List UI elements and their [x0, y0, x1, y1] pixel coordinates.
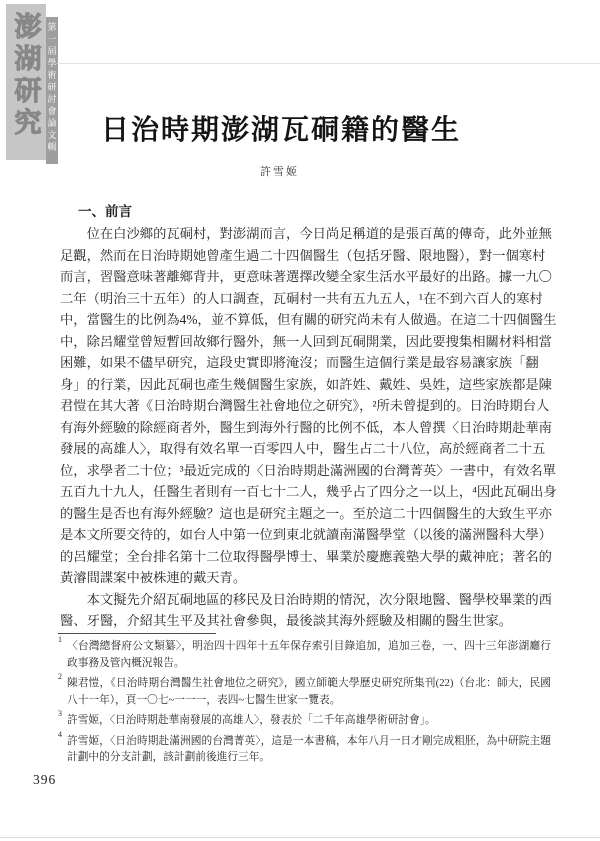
footnote-number: 1: [58, 635, 62, 644]
footnote-item: [58, 709, 551, 729]
body-text-line: 困難，如果不儘早研究，這段史實即將淹沒；而醫生這個行業是最容易讓家族「翻: [60, 355, 539, 370]
footnote-text: 〈台灣總督府公文類纂〉，明治四十四年十五年保存索引目錄追加，追加三卷，一、四十三年澎湖廳行政事務及管內概況報告。: [67, 640, 551, 669]
body-text-line: 五百九十九人，任醫生者則有一百七十二人，幾乎占了四分之一以上，⁴因此瓦硐出身: [60, 484, 557, 499]
article-author: 許雪姬: [260, 166, 299, 178]
footnote-item: [58, 672, 551, 708]
footnote-text: 許雪姬，〈日治時期赴滿洲國的台灣菁英〉，這是一本書稿，本年八月一日才剛完成粗胚，為中研院主題計劃中的分支計劃，該計劃前後進行三年。: [67, 734, 551, 763]
page-bottom-edge: [0, 837, 600, 838]
footnote-number: 2: [58, 672, 62, 681]
body-text-line: 是本文所要交待的，如台人中第一位到東北就讀南滿醫學堂（以後的滿洲醫科大學）: [60, 527, 552, 542]
body-text-line: 君愷在其大著《日治時期台灣醫生社會地位之研究》，²所未曾提到的。日治時期台人: [60, 398, 550, 413]
body-text-line: 黃濬間諜案中被株連的戴天青。: [60, 570, 247, 585]
body-text-line: 位在白沙鄉的瓦硐村，對澎湖而言，今日尚足稱道的是張百萬的傳奇，此外並無: [60, 226, 552, 241]
volume-title: 第一屆學術研討會論文輯: [46, 22, 57, 154]
body-text-line: 足觀，然而在日治時期她曾產生過二十四個醫生（包括牙醫、限地醫），對一個寒村: [60, 247, 546, 263]
body-text-line: 身」的行業，因此瓦硐也產生幾個醫生家族，如許姓、戴姓、吳姓，這些家族都是陳: [60, 376, 552, 392]
body-text-line: 本文擬先介紹瓦硐地區的移民及日治時期的情況，次分限地醫、醫學校畢業的西: [60, 591, 552, 607]
page-number: 396: [33, 772, 57, 787]
body-text-line: 的呂耀堂；全台排名第十二位取得醫學博士、畢業於慶應義塾大學的戴神庇；著名的: [60, 548, 552, 564]
body-text-line: 醫、牙醫，介紹其生平及其社會參與，最後談其海外經驗及相關的醫生世家。: [60, 613, 513, 628]
body-text-line: 二年（明治三十五年）的人口調查，瓦硐村一共有五九五人，¹在不到六百人的寒村: [60, 290, 543, 306]
article-title: 日治時期澎湖瓦硐籍的醫生: [101, 114, 462, 145]
header-rule: [57, 63, 600, 64]
footnote-text: 許雪姬，〈日治時期赴華南發展的高雄人〉，發表於「二千年高雄學術研討會」。: [67, 714, 436, 726]
body-text-line: 而言，習醫意味著離鄉背井，更意味著選擇改變全家生活水平最好的出路。據一九〇: [60, 269, 552, 284]
footnote-number: 3: [58, 709, 62, 718]
footnote-item: [58, 729, 551, 766]
series-title: 澎湖研究: [10, 12, 41, 140]
series-title-box: [6, 4, 46, 160]
footnote-text: 陳君愷，《日治時期台灣醫生社會地位之研究》，國立師範大學歷史研究所集刊(22)（台北：師大，民國八十一年），頁一〇七~一一一，表四~七醫生世家一覽表。: [67, 677, 551, 706]
footnotes: [58, 635, 551, 770]
body-text-line: 位，求學者二十位；³最近完成的〈日治時期赴滿洲國的台灣菁英〉一書中，有效名單: [60, 462, 556, 478]
footnote-number: 4: [58, 729, 62, 739]
body-text-line: 有海外經驗的除經商者外，醫生到海外行醫的比例不低，本人曾撰〈日治時期赴華南: [60, 419, 552, 435]
volume-strip: [46, 17, 58, 164]
footnote-separator: [58, 633, 216, 634]
body-text-line: 的醫生是否也有海外經驗？這也是研究主題之一。至於這二十四個醫生的大致生平亦: [60, 505, 552, 521]
body-text-line: 中，當醫生的比例為4%，並不算低，但有關的研究尚未有人做過。在這二十四個醫生: [60, 312, 557, 327]
footnote-item: [58, 635, 551, 671]
body-text-line: 中，除呂耀堂曾短暫回故鄉行醫外，無一人回到瓦硐開業，因此要搜集相關材料相當: [60, 333, 552, 349]
body-text: [60, 223, 560, 632]
section-heading: 一、前言: [78, 204, 132, 219]
body-text-line: 發展的高雄人〉，取得有效名單一百零四人中，醫生占二十八位，高於經商者二十五: [60, 441, 546, 456]
